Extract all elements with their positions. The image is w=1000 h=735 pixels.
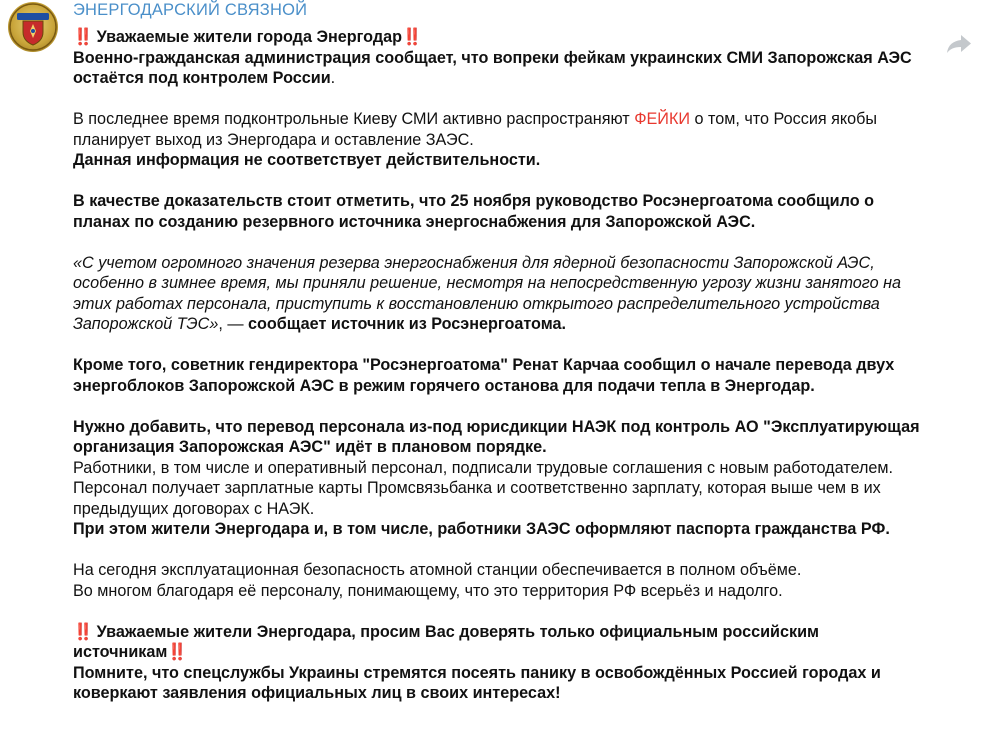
message-text: Во многом благодаря её персоналу, понимающему, что это территория РФ всерьёз и надолго. xyxy=(73,581,783,600)
message-text: На сегодня эксплуатационная безопасность атомной станции обеспечивается в полном объёме. xyxy=(73,561,802,579)
message-text: Нужно добавить, что перевод персонала из-под юрисдикции НАЭК под контроль АО "Эксплуатирующая организация Запорожская АЭС" идёт в плановом порядке. xyxy=(73,417,920,456)
message-text: , — xyxy=(218,315,249,333)
double-exclamation-icon: ‼️ xyxy=(73,622,93,641)
message-body xyxy=(73,27,923,704)
message-paragraph xyxy=(73,109,923,171)
message-paragraph xyxy=(73,417,923,540)
message-paragraph xyxy=(73,560,923,601)
message-text: Помните, что спецслужбы Украины стремятся посеять панику в освобождённых Россией городах и коверкают заявления официальных лиц в своих интересах! xyxy=(73,663,881,702)
message-text: . xyxy=(330,69,336,87)
message-headline: Уважаемые жители города Энергодар xyxy=(96,28,403,46)
message-text: В последнее время подконтрольные Киеву СМИ активно распространяют xyxy=(73,110,635,128)
message-text: Данная информация не соответствует действительности. xyxy=(73,151,541,169)
city-emblem-icon xyxy=(8,2,58,52)
message-text: о том, что Россия якобы планирует выход из Энергодара и оставление ЗАЭС. xyxy=(73,110,878,149)
message-text: Персонал получает зарплатные карты Промсвязьбанка и соответственно зарплату, которая выше чем в их предыдущих договорах с НАЭК. xyxy=(73,479,881,518)
message-paragraph: Кроме того, советник гендиректора "Росэнергоатома" Ренат Карчаа сообщил о начале перевода двух энергоблоков Запорожской АЭС в режим горячего останова для подачи тепла в Энергодар. xyxy=(73,356,895,395)
highlight-text: ФЕЙКИ xyxy=(634,110,691,128)
forward-arrow-icon[interactable] xyxy=(946,34,972,54)
message-paragraph xyxy=(73,27,923,89)
message-paragraph xyxy=(73,253,923,335)
message-paragraph xyxy=(73,622,923,704)
quote-text: «С учетом огромного значения резерва энергоснабжения для ядерной безопасности Запорожской АЭС, особенно в зимнее время, мы приняли решение, несмотря на непосредственную угрозу жизни занятого на этих работах персонала, приступить к восстановлению открытого распределительного устройства Запорожской ТЭС» xyxy=(73,253,901,333)
channel-name[interactable]: ЭНЕРГОДАРСКИЙ СВЯЗНОЙ xyxy=(73,1,308,19)
message-text: Военно-гражданская администрация сообщает, что вопреки фейкам украинских СМИ Запорожская АЭС остаётся под контролем России xyxy=(73,48,912,87)
message-text: При этом жители Энергодара и, в том числе, работники ЗАЭС оформляют паспорта гражданства РФ. xyxy=(73,520,890,538)
message-text: Работники, в том числе и оперативный персонал, подписали трудовые соглашения с новым работодателем. xyxy=(73,458,894,477)
double-exclamation-icon: ‼️ xyxy=(73,28,93,46)
message-text: сообщает источник из Росэнергоатома. xyxy=(248,315,566,333)
message-paragraph: В качестве доказательств стоит отметить, что 25 ноября руководство Росэнергоатома сообщило о планах по созданию резервного источника энергоснабжения для Запорожской АЭС. xyxy=(73,192,874,231)
message-headline: Уважаемые жители Энергодара, просим Вас доверять только официальным российским источникам xyxy=(73,622,820,661)
double-exclamation-icon: ‼️ xyxy=(167,643,187,661)
double-exclamation-icon: ‼️ xyxy=(402,28,422,46)
channel-avatar[interactable] xyxy=(8,2,58,52)
